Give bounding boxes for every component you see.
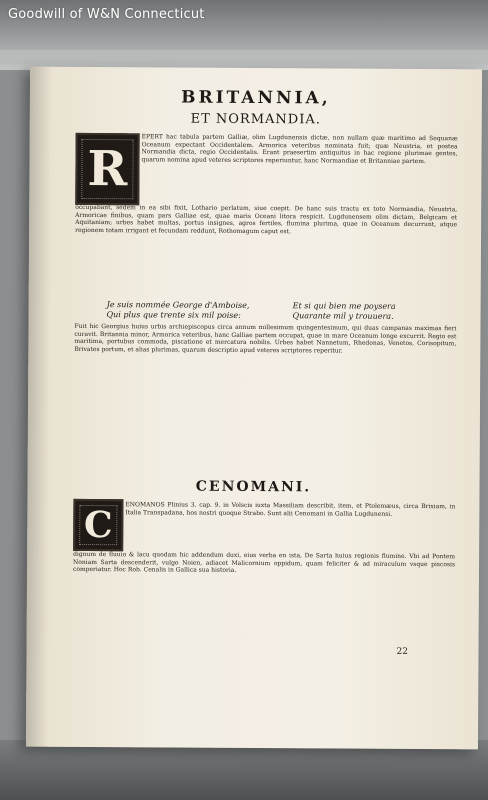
paragraph-second: occupabant, sedem in ea sibi fixit, Lothario perlatum, siue coepit. De hanc suis tractu ex toto Normandia, Neustria, Armoricae finibus, quam pars Galliae est, quae maris Oceani litora respicit. Lugdunensem olim dictam, Belgicam et Aquitaniam; urbes habet multas, portus insignes, agros fertiles, flumina plurima, quae in Oceanum decurrunt, atque regionem totam irrigant et fecundam reddunt, Rothomagum caput est. bbox=[75, 203, 458, 236]
page-title: BRITANNIA, bbox=[181, 87, 331, 109]
drop-cap-initial-c: C bbox=[73, 499, 123, 551]
paragraph-intro: EPERT hac tabula partem Galliæ, olim Lugdunensis dictæ, non nullam quæ maritimo ad Sequanæ Oceanum expectant Occidentalem. Armorica veteribus nominata fuit; quæ Neustria, et postea Normandia dicta, regio Occidentalis. Erant praesertim antiquitus in hac regione plurimae gentes, quarum nomina apud veteres scriptores reperiuntur, hanc Normandiae et Britanniae partem. bbox=[141, 133, 458, 165]
shelf-band bbox=[0, 50, 488, 64]
verse-line-4: Quarante mil y trouuera. bbox=[292, 311, 394, 321]
page-subtitle: ET NORMANDIA. bbox=[190, 111, 321, 128]
verse-line-1: Je suis nommée George d'Amboise, bbox=[106, 300, 250, 310]
paragraph-cenomani-intro: ENOMANOS Plinius 3. cap. 9. in Volscis iuxta Massiliam describit, item, et Ptolemæus, circa Brixiam, in Italia Transpadana, hos nostri quoque Strabo. Sunt alii Cenomani in Gallia Lugdunensi. bbox=[125, 501, 456, 518]
watermark-text: Goodwill of W&N Connecticut bbox=[8, 7, 205, 22]
drop-cap-initial-r: R bbox=[75, 133, 139, 205]
paragraph-third: Fuit hic Georgius huius urbis archiepiscopus circa annum millesimum quingentesimum, qui duas campanas maximas fieri curavit. Britannia minor, Armorica veteribus, hanc Galliae partem occupat, quae in mare Oceanum longe excurrit. Regio est maritima, portubus commoda, piscatione et mercatura nobilis. Urbes habet Nannetum, Rhedonas, Venetos, Corisopitum, Brivates portum, et alias plurimas, quarum descriptio apud veteres scriptores reperitur. bbox=[74, 322, 457, 355]
page-fold-shadow bbox=[26, 67, 52, 747]
paragraph-cenomani-body: dignum de fluuio & lacu quodam hic addendum duxi, eius verba en ista, De Sarta huius regionis flumine. Vbi ad Pontem Noniam Sarta descenderit, vulgo Noien, adiacet Malicornium oppidum, quam feliciter & ad miraculum vsque piscosis comperiatur. Hoc Rob. Cenalis in Gallica sua historia. bbox=[72, 550, 456, 575]
document-page bbox=[26, 67, 482, 750]
table-background-bottom bbox=[0, 740, 488, 800]
verse-line-3: Et si qui bien me poysera bbox=[292, 301, 396, 311]
section-heading-cenomani: CENOMANI. bbox=[195, 478, 312, 496]
verse-line-2: Qui plus que trente six mil poise: bbox=[106, 310, 241, 320]
page-number: 22 bbox=[396, 646, 408, 657]
